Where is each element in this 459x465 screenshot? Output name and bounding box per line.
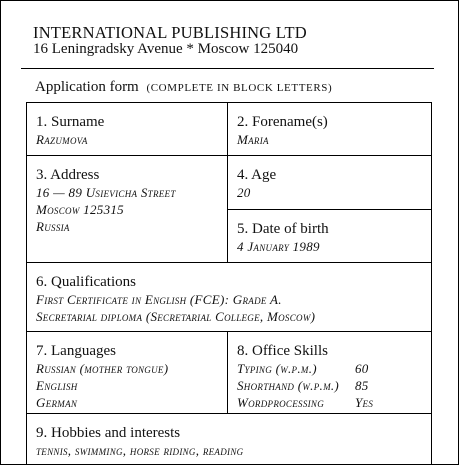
skill-name: Typing (w.p.m.) [237, 361, 317, 376]
form-title [35, 79, 332, 96]
application-grid [26, 102, 432, 465]
skill-row [237, 360, 431, 377]
skill-name: Wordprocessing [237, 395, 325, 410]
address-cell [26, 155, 228, 263]
address-line: 16 — 89 Usievicha Street [36, 185, 176, 200]
languages-label: 7. Languages [36, 343, 116, 359]
company-address: 16 Leningradsky Avenue * Moscow 125040 [33, 41, 299, 57]
surname-value: Razumova [36, 132, 88, 147]
skill-value: 85 [355, 378, 369, 393]
languages-cell [26, 331, 228, 414]
company-name: INTERNATIONAL PUBLISHING LTD [33, 23, 307, 42]
language-line: German [36, 395, 78, 410]
skill-value: Yes [355, 395, 374, 410]
address-line: Moscow 125315 [36, 202, 124, 217]
skill-value: 60 [355, 361, 369, 376]
age-value: 20 [237, 185, 251, 200]
office-skills-cell [227, 331, 432, 414]
age-cell [227, 155, 432, 210]
surname-cell [26, 102, 228, 156]
forename-value: Maria [237, 132, 269, 147]
form-title-text: Application form [35, 79, 139, 95]
hobbies-label: 9. Hobbies and interests [36, 425, 181, 441]
dob-cell [227, 209, 432, 263]
qualifications-cell [26, 262, 432, 332]
office-skills-label: 8. Office Skills [237, 343, 328, 359]
skill-row [237, 377, 431, 394]
language-line: English [36, 378, 78, 393]
form-title-note: (COMPLETE IN BLOCK LETTERS) [146, 82, 333, 94]
dob-value: 4 January 1989 [237, 239, 320, 254]
qualification-line: Secretarial diploma (Secretarial College, Moscow) [36, 309, 316, 324]
hobbies-cell [26, 413, 432, 465]
qualification-line: First Certificate in English (FCE): Grade A. [36, 292, 282, 307]
qualifications-label: 6. Qualifications [36, 274, 136, 290]
hobbies-value: tennis, swimming, horse riding, reading [36, 443, 244, 458]
forename-label: 2. Forename(s) [237, 114, 328, 130]
dob-label: 5. Date of birth [237, 221, 329, 237]
surname-label: 1. Surname [36, 114, 105, 130]
language-line: Russian (mother tongue) [36, 361, 169, 376]
forename-cell [227, 102, 432, 156]
address-label: 3. Address [36, 167, 100, 183]
age-label: 4. Age [237, 167, 277, 183]
address-line: Russia [36, 219, 70, 234]
header-rule [21, 68, 434, 69]
skill-name: Shorthand (w.p.m.) [237, 378, 340, 393]
skill-row [237, 394, 431, 411]
